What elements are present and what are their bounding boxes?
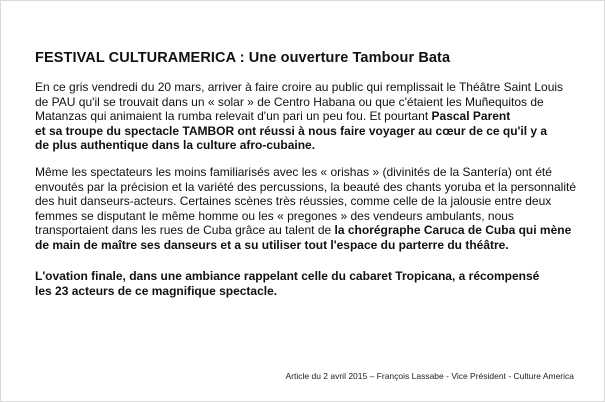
paragraph-line-bold: et sa troupe du spectacle TAMBOR ont réussi à nous faire voyager au cœur de ce qu'il y a xyxy=(35,123,548,138)
paragraph-line: envoutés par la précision et la variété des percussions, la beauté des chants yoruba et la personnalité xyxy=(35,179,576,194)
paragraph-line-bold: les 23 acteurs de ce magnifique spectacle. xyxy=(35,283,278,298)
paragraph-line: de PAU qu'il se trouvait dans un « solar » de Centro Habana ou que c'étaient les Muñequitos de xyxy=(35,94,544,109)
paragraph-line xyxy=(35,223,595,238)
paragraph-line xyxy=(35,109,595,124)
choreographer-mention: la chorégraphe Caruca de Cuba qui mène xyxy=(334,223,572,238)
paragraph-line: Même les spectateurs les moins familiarisés avec les « orishas » (divinités de la Santería) ont été xyxy=(35,165,552,179)
paragraph-line: des huit danseurs-acteurs. Certaines scènes très réussies, comme celle de la jalousie entre deux xyxy=(35,194,552,209)
paragraph-review xyxy=(35,165,595,253)
paragraph-line-bold: de plus authentique dans la culture afro-cubaine. xyxy=(35,138,316,153)
paragraph-line-bold: de main de maître ses danseurs et a su utiliser tout l'espace du parterre du théâtre. xyxy=(35,237,509,252)
paragraph-intro xyxy=(35,80,595,153)
paragraph-conclusion xyxy=(35,269,595,298)
paragraph-text: Matanzas qui animaient la rumba relevait d'un pari un peu fou. Et pourtant xyxy=(35,109,432,124)
article-title: FESTIVAL CULTURAMERICA : Une ouverture Tambour Bata xyxy=(35,50,451,66)
director-name: Pascal Parent xyxy=(431,109,511,124)
paragraph-line: femmes se disputant le même homme ou les « pregones » des vendeurs ambulants, nous xyxy=(35,208,514,223)
paragraph-text: transportaient dans les rues de Cuba grâce au talent de xyxy=(35,223,335,238)
paragraph-line: En ce gris vendredi du 20 mars, arriver à faire croire au public qui remplissait le Théâtre Saint Louis xyxy=(35,80,564,94)
article-footer: Article du 2 avril 2015 – François Lassabe - Vice Président - Culture America xyxy=(285,371,574,381)
paragraph-line-bold: L'ovation finale, dans une ambiance rappelant celle du cabaret Tropicana, a récompensé xyxy=(35,269,540,283)
